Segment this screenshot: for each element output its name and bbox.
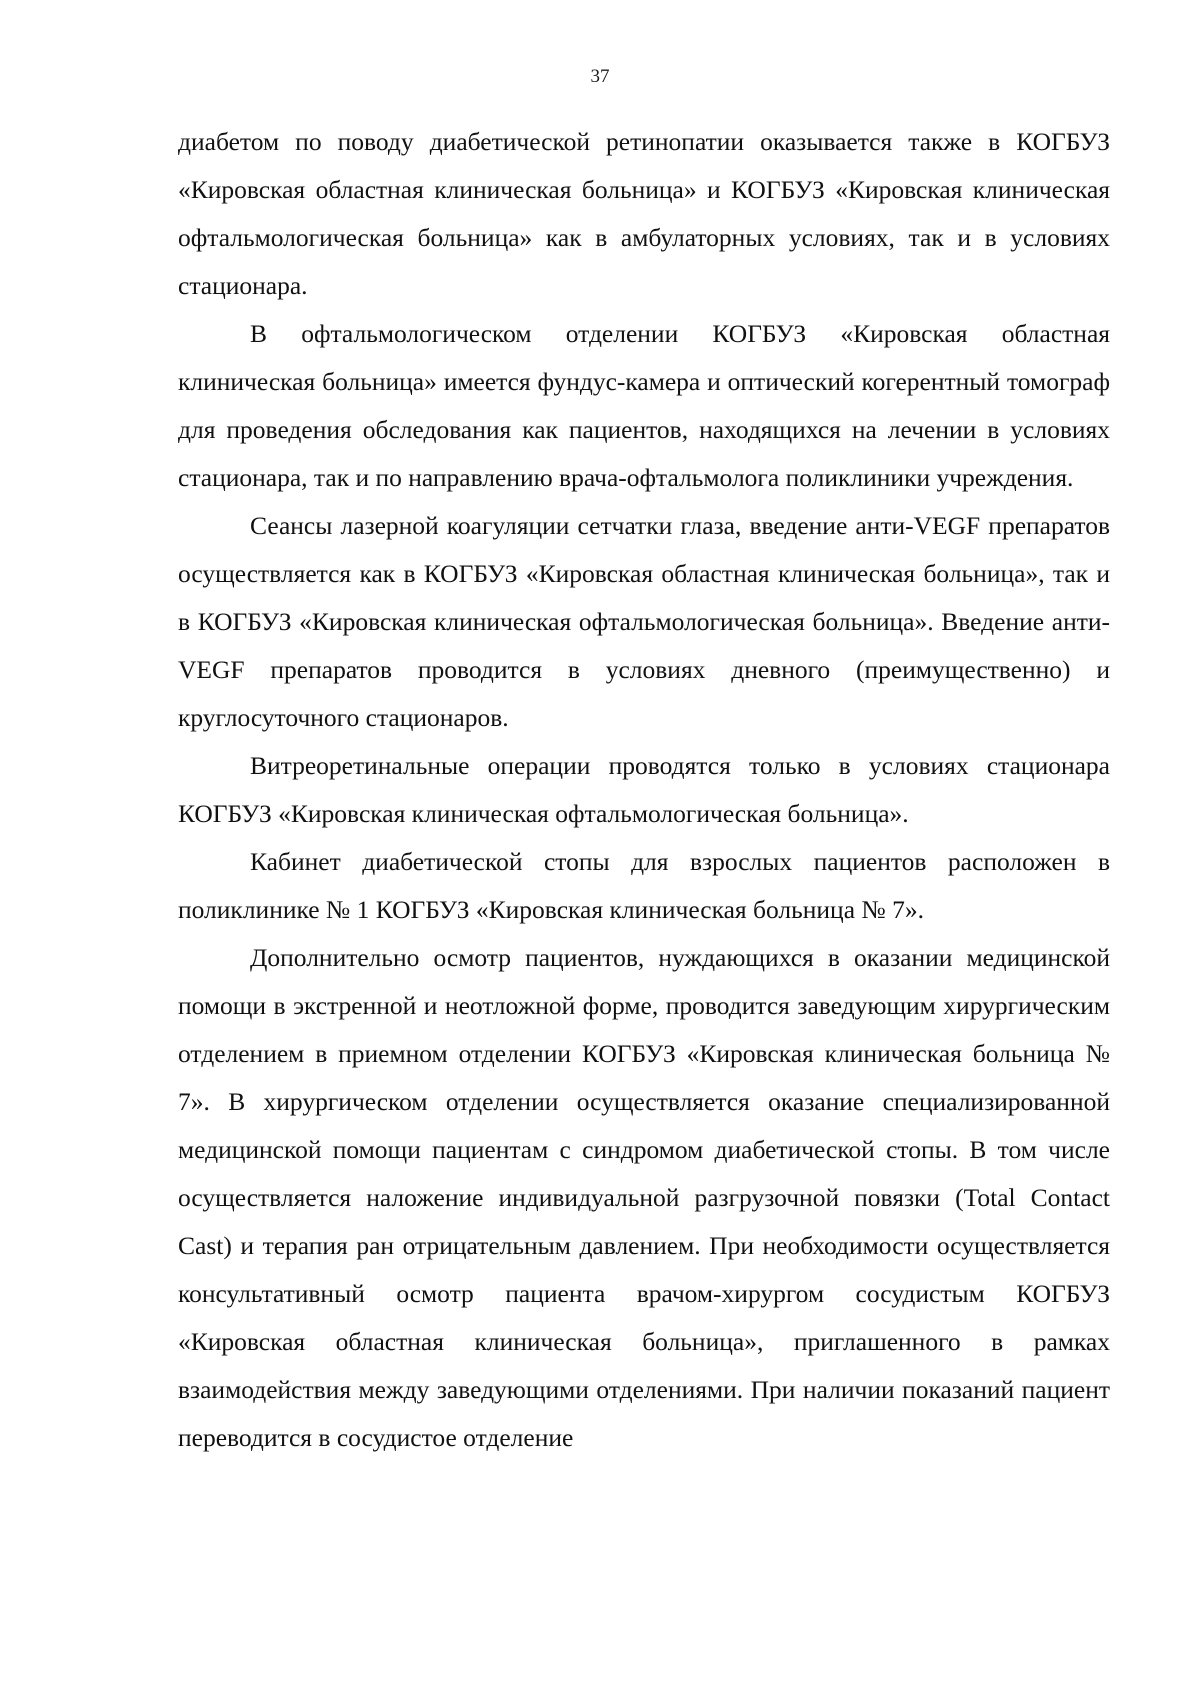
page-number: 37 bbox=[590, 66, 610, 87]
document-body bbox=[178, 118, 1110, 1462]
paragraph-surgical-department: Дополнительно осмотр пациентов, нуждающихся в оказании медицинской помощи в экстренной и неотложной форме, проводится заведующим хирургическим отделением в приемном отделении КОГБУЗ «Кировская клиническая больница № 7». В хирургическом отделении осуществляется оказание специализированной медицинской помощи пациентам с синдромом диабетической стопы. В том числе осуществляется наложение индивидуальной разгрузочной повязки (Total Contact Cast) и терапия ран отрицательным давлением. При необходимости осуществляется консультативный осмотр пациента врачом-хирургом сосудистым КОГБУЗ «Кировская областная клиническая больница», приглашенного в рамках взаимодействия между заведующими отделениями. При наличии показаний пациент переводится в сосудистое отделение bbox=[178, 943, 1110, 1452]
paragraph-vitreoretinal-operations: Витреоретинальные операции проводятся только в условиях стационара КОГБУЗ «Кировская клиническая офтальмологическая больница». bbox=[178, 751, 1110, 828]
paragraph-ophthalmology-department: В офтальмологическом отделении КОГБУЗ «Кировская областная клиническая больница» имеется фундус-камера и оптический когерентный томограф для проведения обследования как пациентов, находящихся на лечении в условиях стационара, так и по направлению врача-офтальмолога поликлиники учреждения. bbox=[178, 319, 1110, 492]
paragraph-laser-coagulation: Сеансы лазерной коагуляции сетчатки глаза, введение анти-VEGF препаратов осуществляется как в КОГБУЗ «Кировская областная клиническая больница», так и в КОГБУЗ «Кировская клиническая офтальмологическая больница». Введение анти-VEGF препаратов проводится в условиях дневного (преимущественно) и круглосуточного стационаров. bbox=[178, 511, 1110, 732]
paragraph-continuation: диабетом по поводу диабетической ретинопатии оказывается также в КОГБУЗ «Кировская областная клиническая больница» и КОГБУЗ «Кировская клиническая офтальмологическая больница» как в амбулаторных условиях, так и в условиях стационара. bbox=[178, 127, 1110, 300]
paragraph-diabetic-foot-cabinet: Кабинет диабетической стопы для взрослых пациентов расположен в поликлинике № 1 КОГБУЗ «Кировская клиническая больница № 7». bbox=[178, 847, 1110, 924]
